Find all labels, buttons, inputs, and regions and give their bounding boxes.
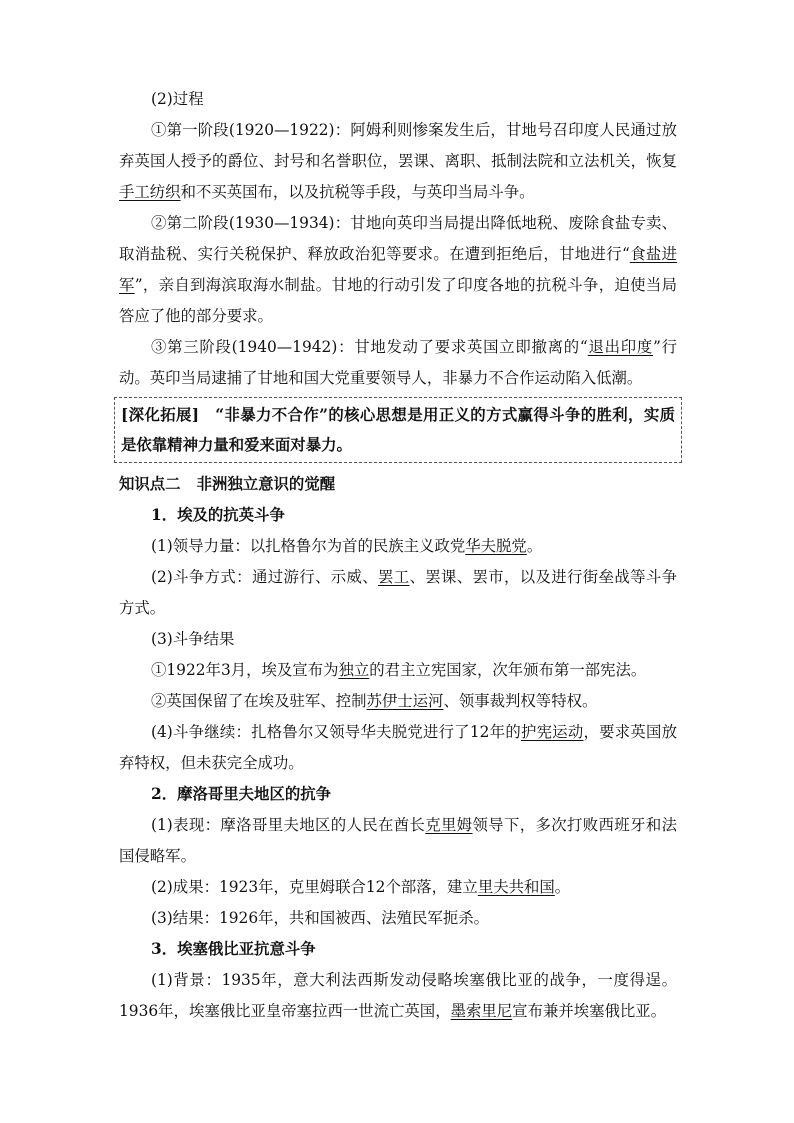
egypt-leader [119,531,677,562]
morocco-achieve [119,872,677,903]
text-run: ，要求英国放弃特权，但未获完全成功。 [119,723,677,772]
text-run: 领导下，多次打败西班牙和法国侵略军。 [119,816,677,865]
text-run: ③第三阶段(1940—1942)：甘地发动了要求英国立即撤离的“ [151,338,588,356]
underlined-term: 墨索里尼 [450,1002,513,1020]
text-run: ”行动。英印当局逮捕了甘地和国大党重要领导人，非暴力不合作运动陷入低潮。 [119,338,677,387]
point-label: 知识点二 [119,475,181,493]
text-run: ①第一阶段(1920—1922)：阿姆利则惨案发生后，甘地号召印度人民通过放弃英国人授予的爵位、封号和名誉职位，罢课、离职、抵制法院和立法机关，恢复 [119,121,677,170]
underlined-term: 护宪运动 [520,723,584,741]
underlined-term: 独立 [338,661,370,679]
underlined-term: 手工纺织 [119,183,181,201]
knowledge-point-heading [119,469,677,500]
text-run: 。 [526,537,543,555]
egypt-methods [119,562,677,624]
document-content [119,84,677,1027]
text-run: 、罢课、罢市，以及进行街垒战等斗争方式。 [119,568,677,617]
text-run: 的君主立宪国家，次年颁布第一部宪法。 [369,661,647,679]
stage3-paragraph [119,332,677,394]
process-heading: (2)过程 [151,90,204,108]
point-title: 非洲独立意识的觉醒 [196,475,336,493]
text-run: ②英国保留了在埃及驻军、控制 [151,692,367,710]
text-run: (1)表现：摩洛哥里夫地区的人民在酋长 [151,816,426,834]
underlined-term: 退出印度 [587,338,653,356]
text-run: ”，亲自到海滨取海水制盐。甘地的行动引发了印度各地的抗税斗争，迫使当局答应了他的部分要求。 [119,276,677,325]
ethiopia-title: 3．埃塞俄比亚抗意斗争 [151,940,316,958]
morocco-perf [119,810,677,872]
ethiopia-bg [119,965,677,1027]
text-run: ①1922年3月，埃及宣布为 [151,661,339,679]
egypt-result1 [119,655,677,686]
text-run: 和不买英国布，以及抗税等手段，与英印当局斗争。 [180,183,535,201]
text-run: (4)斗争继续：扎格鲁尔又领导华夫脱党进行了12年的 [151,723,521,741]
text-run: (1)领导力量：以扎格鲁尔为首的民族主义政党 [151,537,466,555]
text-run: 宣布兼并埃塞俄比亚。 [512,1002,667,1020]
text-run: (2)成果：1923年，克里姆联合12个部落，建立 [151,878,478,896]
egypt-continue [119,717,677,779]
morocco-result: (3)结果：1926年，共和国被西、法殖民军扼杀。 [151,909,490,927]
text-run: 。 [554,878,571,896]
underlined-term: 苏伊士运河 [366,692,444,710]
egypt-title: 1．埃及的抗英斗争 [151,506,285,524]
text-run: (1)背景：1935年，意大利法西斯发动侵略埃塞俄比亚的战争，一度得逞。1936年，埃塞俄比亚皇帝塞拉西一世流亡英国， [119,971,677,1020]
stage2-paragraph [119,208,677,332]
underlined-term: 华夫脱党 [465,537,527,555]
text-run: ②第二阶段(1930—1934)：甘地向英印当局提出降低地税、废除食盐专卖、取消盐税、实行关税保护、释放政治犯等要求。在遭到拒绝后，甘地进行“ [119,214,677,263]
underlined-term: 克里姆 [425,816,473,834]
deepen-text: [深化拓展] “非暴力不合作”的核心思想是用正义的方式赢得斗争的胜利，实质是依靠精神力量和爱来面对暴力。 [121,406,675,454]
text-run: 、领事裁判权等特权。 [443,692,598,710]
stage1-paragraph [119,115,677,208]
deepen-box [114,397,682,463]
underlined-term: 罢工 [377,568,410,586]
morocco-title: 2．摩洛哥里夫地区的抗争 [151,785,332,803]
underlined-term: 食盐进军 [119,245,677,294]
egypt-result2 [119,686,677,717]
underlined-term: 里夫共和国 [477,878,555,896]
egypt-result-heading: (3)斗争结果 [151,630,235,648]
text-run: (2)斗争方式：通过游行、示威、 [151,568,378,586]
